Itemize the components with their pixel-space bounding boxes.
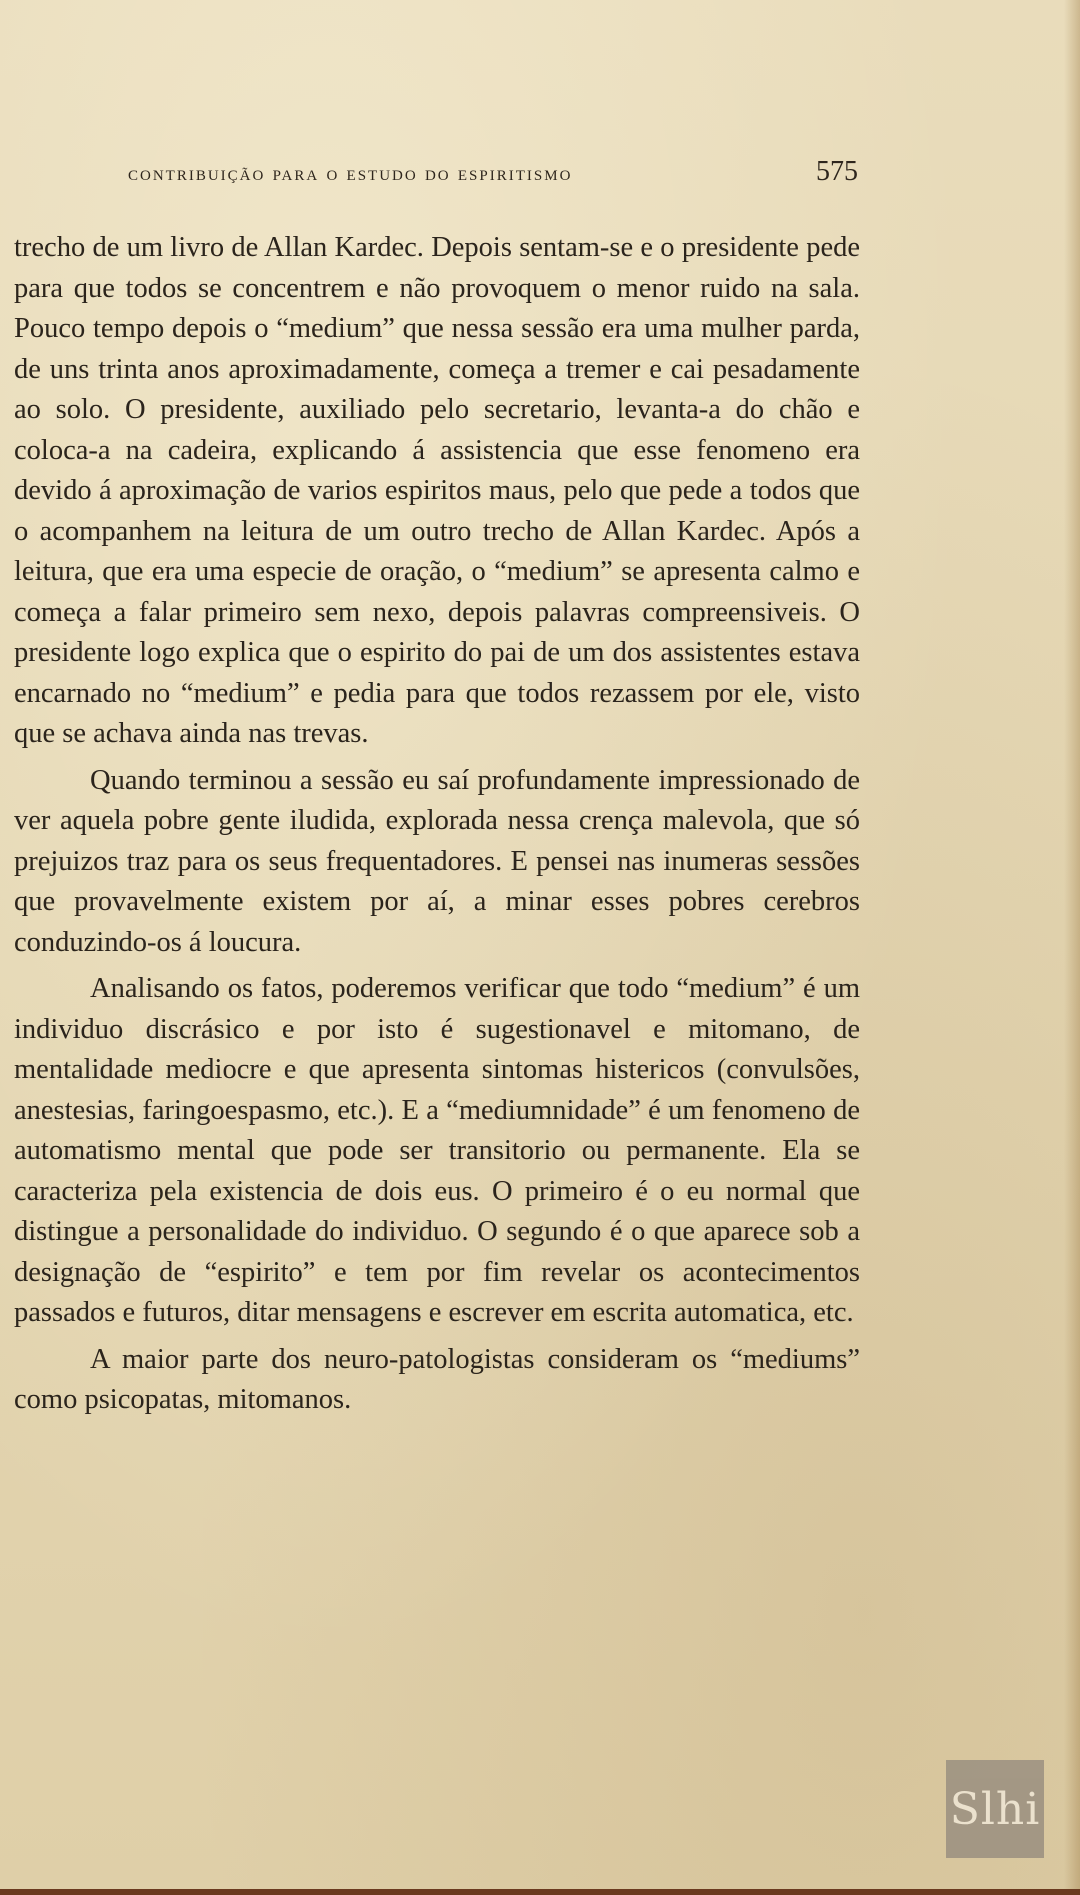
- paragraph-analysis: Analisando os fatos, poderemos verificar que todo “medium” é um individuo discrásico e por isto é sugestionavel e mitomano, de mentalidade mediocre e que apresenta sintomas histericos (convulsões, anestesias, faringoespasmo, etc.). E a “mediumnidade” é um fenomeno de automatismo mental que pode ser transitorio ou permanente. Ela se caracteriza pela existencia de dois eus. O primeiro é o eu normal que distingue a personalidade do individuo. O segundo é o que aparece sob a designação de “espirito” e tem por fim revelar os acontecimentos passados e futuros, ditar mensagens e escrever em escrita automatica, etc.: [14, 973, 860, 1328]
- page-number: 575: [816, 156, 858, 187]
- running-head: [128, 156, 858, 188]
- paragraph-conclusion: A maior parte dos neuro-patologistas consideram os “mediums” como psicopatas, mitomanos.: [14, 1343, 860, 1415]
- watermark-logo: Slhi: [946, 1760, 1044, 1858]
- running-title: contribuição para o estudo do espiritismo: [128, 161, 573, 185]
- page-edge-shadow: [1064, 0, 1080, 1895]
- paragraph-session-end: Quando terminou a sessão eu saí profundamente impressionado de ver aquela pobre gente iludida, explorada nessa crença malevola, que só prejuizos traz para os seus frequentadores. E pensei nas inumeras sessões que provavelmente existem por aí, a minar esses pobres cerebros conduzindo-os á loucura.: [14, 764, 860, 958]
- paragraph-continuation: trecho de um livro de Allan Kardec. Depois sentam-se e o presidente pede para que todos se concentrem e não provoquem o menor ruido na sala. Pouco tempo depois o “medium” que nessa sessão era uma mulher parda, de uns trinta anos aproximadamente, começa a tremer e cai pesadamente ao solo. O presidente, auxiliado pelo secretario, levanta-a do chão e coloca-a na cadeira, explicando á assistencia que esse fenomeno era devido á aproximação de varios espiritos maus, pelo que pede a todos que o acompanhem na leitura de um outro trecho de Allan Kardec. Após a leitura, que era uma especie de oração, o “medium” se apresenta calmo e começa a falar primeiro sem nexo, depois palavras compreensiveis. O presidente logo explica que o espirito do pai de um dos assistentes estava encarnado no “medium” e pedia para que todos rezassem por ele, visto que se achava ainda nas trevas.: [14, 232, 860, 749]
- body-text: [14, 228, 860, 1421]
- page-bottom-edge: [0, 1889, 1080, 1895]
